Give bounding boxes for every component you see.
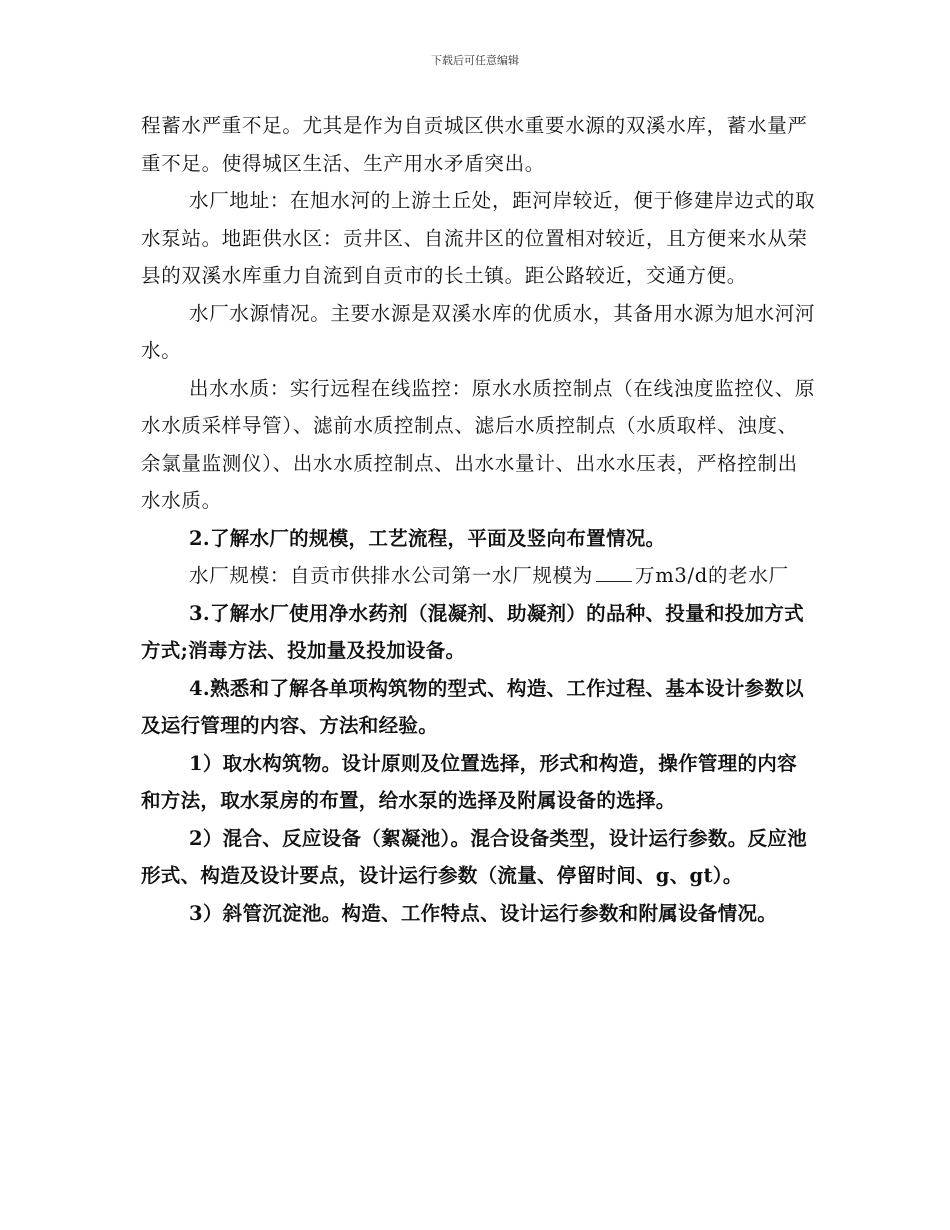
heading-item-2: 2.了解水厂的规模，工艺流程，平面及竖向布置情况。	[189, 526, 666, 550]
subitem-1-intake-structure: 1）取水构筑物。设计原则及位置选择，形式和构造，操作管理的内容和方法，取水泵房的布置，给水泵的选择及附属设备的选择。	[141, 751, 797, 812]
heading-item-4: 4.熟悉和了解各单项构筑物的型式、构造、工作过程、基本设计参数以及运行管理的内容、方法和经验。	[141, 676, 804, 737]
subitem-3-inclined-tube-settler: 3）斜管沉淀池。构造、工作特点、设计运行参数和附属设备情况。	[189, 901, 778, 925]
heading-item-3: 3.了解水厂使用净水药剂（混凝剂、助凝剂）的品种、投量和投加方式方式;消毒方法、投加量及投加设备。	[141, 601, 804, 662]
paragraph-plant-scale	[141, 557, 816, 595]
paragraph-plant-location: 水厂地址：在旭水河的上游土丘处，距河岸较近，便于修建岸边式的取水泵站。地距供水区：贡井区、自流井区的位置相对较近，且方便来水从荣县的双溪水库重力自流到自贡市的长土镇。距公路较近，交通方便。	[141, 189, 816, 287]
page-header: 下载后可任意编辑	[431, 54, 519, 67]
paragraph-water-source: 水厂水源情况。主要水源是双溪水库的优质水，其备用水源为旭水河河水。	[141, 301, 816, 362]
fill-in-blank	[596, 565, 632, 582]
paragraph-water-shortage: 程蓄水严重不足。尤其是作为自贡城区供水重要水源的双溪水库，蓄水量严重不足。使得城区生活、生产用水矛盾突出。	[141, 114, 808, 175]
paragraph-effluent-quality: 出水水质：实行远程在线监控：原水水质控制点（在线浊度监控仪、原水水质采样导管）、滤前水质控制点、滤后水质控制点（水质取样、浊度、余氯量监测仪）、出水水质控制点、出水水量计、出水水压表，严格控制出水水质。	[141, 376, 816, 512]
plant-scale-text-before: 水厂规模：自贡市供排水公司第一水厂规模为	[189, 564, 594, 587]
subitem-2-mixing-reaction: 2）混合、反应设备（絮凝池）。混合设备类型，设计运行参数。反应池形式、构造及设计要点，设计运行参数（流量、停留时间、g、gt）。	[141, 826, 807, 887]
document-body	[141, 107, 816, 932]
plant-scale-text-after: 万m3/d的老水厂	[635, 564, 789, 587]
